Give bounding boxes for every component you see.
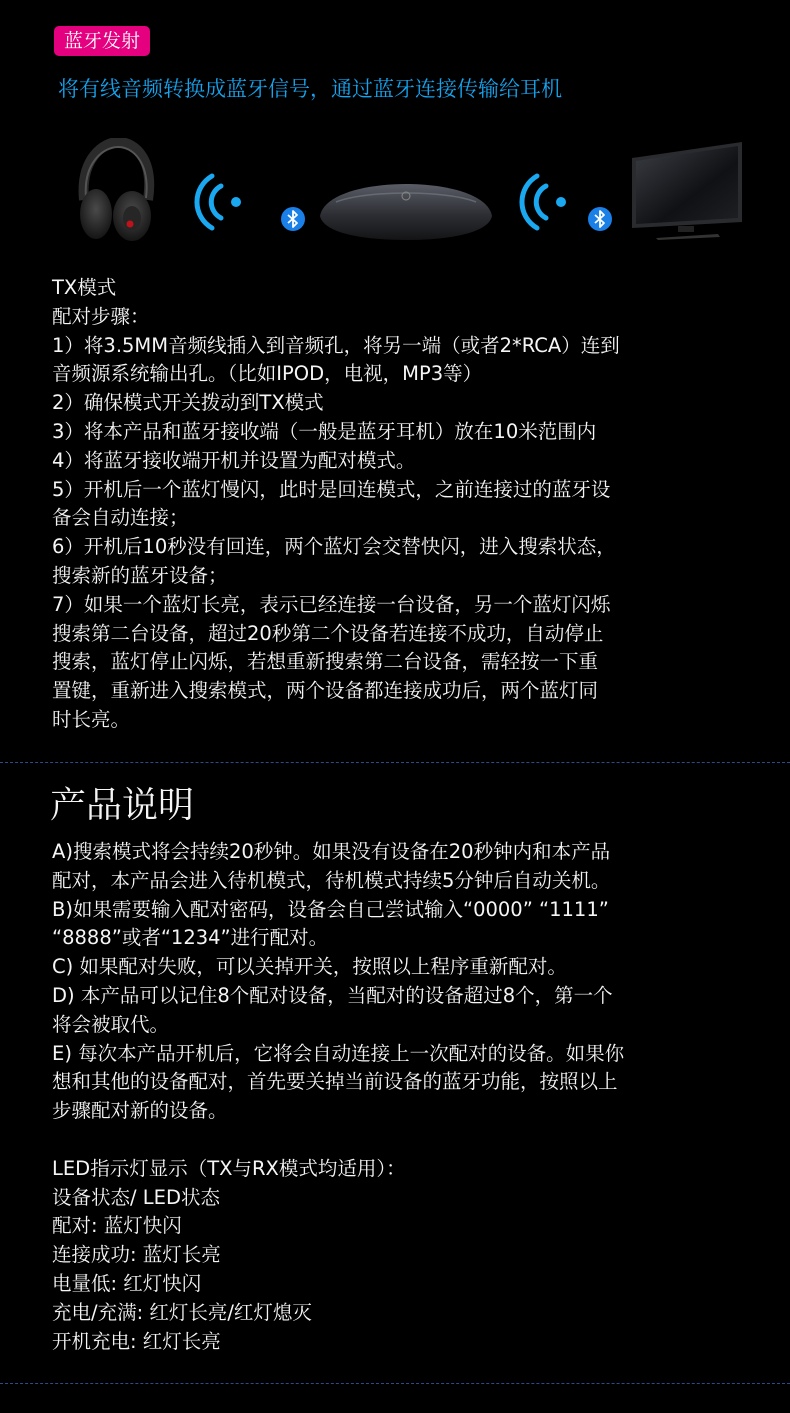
instruction-line: 置键，重新进入搜索模式，两个设备都连接成功后，两个蓝灯同 (52, 679, 599, 703)
instruction-line: 5）开机后一个蓝灯慢闪，此时是回连模式，之前连接过的蓝牙设 (52, 477, 611, 501)
tx-mode-title: TX模式 (52, 276, 117, 299)
transmitter-device-image (316, 180, 496, 244)
led-status-row: 配对: 蓝灯快闪 (52, 1214, 182, 1238)
bluetooth-icon (587, 206, 613, 232)
pairing-steps-heading: 配对步骤： (52, 304, 150, 328)
instruction-line: 备会自动连接； (52, 506, 189, 530)
instruction-line: 6）开机后10秒没有回连，两个蓝灯会交替快闪，进入搜索状态， (52, 535, 616, 559)
wireless-signal-icon (192, 170, 248, 234)
led-heading: LED指示灯显示（TX与RX模式均适用）： (52, 1156, 406, 1180)
description-line: C) 如果配对失败，可以关掉开关，按照以上程序重新配对。 (52, 955, 567, 979)
description-line: 配对，本产品会进入待机模式，待机模式持续5分钟后自动关机。 (52, 868, 611, 892)
description-line: B)如果需要输入配对密码，设备会自己尝试输入“0000” “1111” (52, 897, 609, 921)
instruction-line: 时长亮。 (52, 707, 131, 731)
spacer (52, 1126, 762, 1155)
tv-monitor-image (628, 140, 746, 240)
instruction-line: 4）将蓝牙接收端开机并设置为配对模式。 (52, 448, 416, 472)
instruction-line: 搜索第二台设备，超过20秒第二个设备若连接不成功，自动停止 (52, 621, 604, 645)
led-status-row: 连接成功: 蓝灯长亮 (52, 1243, 221, 1267)
description-line: E) 每次本产品开机后，它将会自动连接上一次配对的设备。如果你 (52, 1041, 625, 1065)
instruction-line: 7）如果一个蓝灯长亮，表示已经连接一台设备，另一个蓝灯闪烁 (52, 592, 611, 616)
description-line: 将会被取代。 (52, 1012, 170, 1036)
instruction-line: 2）确保模式开关拨动到TX模式 (52, 391, 324, 415)
product-description (52, 838, 762, 1356)
bluetooth-icon (280, 206, 306, 232)
instruction-line: 搜索新的蓝牙设备； (52, 563, 228, 587)
section-divider (0, 762, 790, 763)
led-status-row: 电量低: 红灯快闪 (52, 1271, 202, 1295)
subtitle: 将有线音频转换成蓝牙信号，通过蓝牙连接传输给耳机 (58, 77, 562, 101)
instruction-line: 音频源系统输出孔。（比如IPOD，电视，MP3等） (52, 362, 483, 386)
tx-mode-instructions (52, 274, 762, 735)
led-status-row: 开机充电: 红灯长亮 (52, 1329, 221, 1353)
pairing-illustration (0, 130, 790, 260)
description-line: “8888”或者“1234”进行配对。 (52, 926, 329, 950)
wireless-signal-icon (517, 170, 573, 234)
instruction-line: 3）将本产品和蓝牙接收端（一般是蓝牙耳机）放在10米范围内 (52, 419, 597, 443)
instruction-line: 1）将3.5MM音频线插入到音频孔，将另一端（或者2*RCA）连到 (52, 333, 620, 357)
section-title: 产品说明 (50, 785, 195, 826)
section-divider (0, 1383, 790, 1384)
led-status-row: 充电/充满: 红灯长亮/红灯熄灭 (52, 1300, 312, 1324)
description-line: 步骤配对新的设备。 (52, 1099, 228, 1123)
mode-tag: 蓝牙发射 (54, 26, 150, 56)
headphones-image (74, 138, 156, 242)
description-line: 想和其他的设备配对，首先要关掉当前设备的蓝牙功能，按照以上 (52, 1070, 618, 1094)
description-line: A)搜索模式将会持续20秒钟。如果没有设备在20秒钟内和本产品 (52, 840, 611, 863)
led-table-header: 设备状态/ LED状态 (52, 1185, 220, 1209)
instruction-line: 搜索，蓝灯停止闪烁，若想重新搜索第二台设备，需轻按一下重 (52, 650, 599, 674)
description-line: D) 本产品可以记住8个配对设备，当配对的设备超过8个，第一个 (52, 983, 613, 1007)
